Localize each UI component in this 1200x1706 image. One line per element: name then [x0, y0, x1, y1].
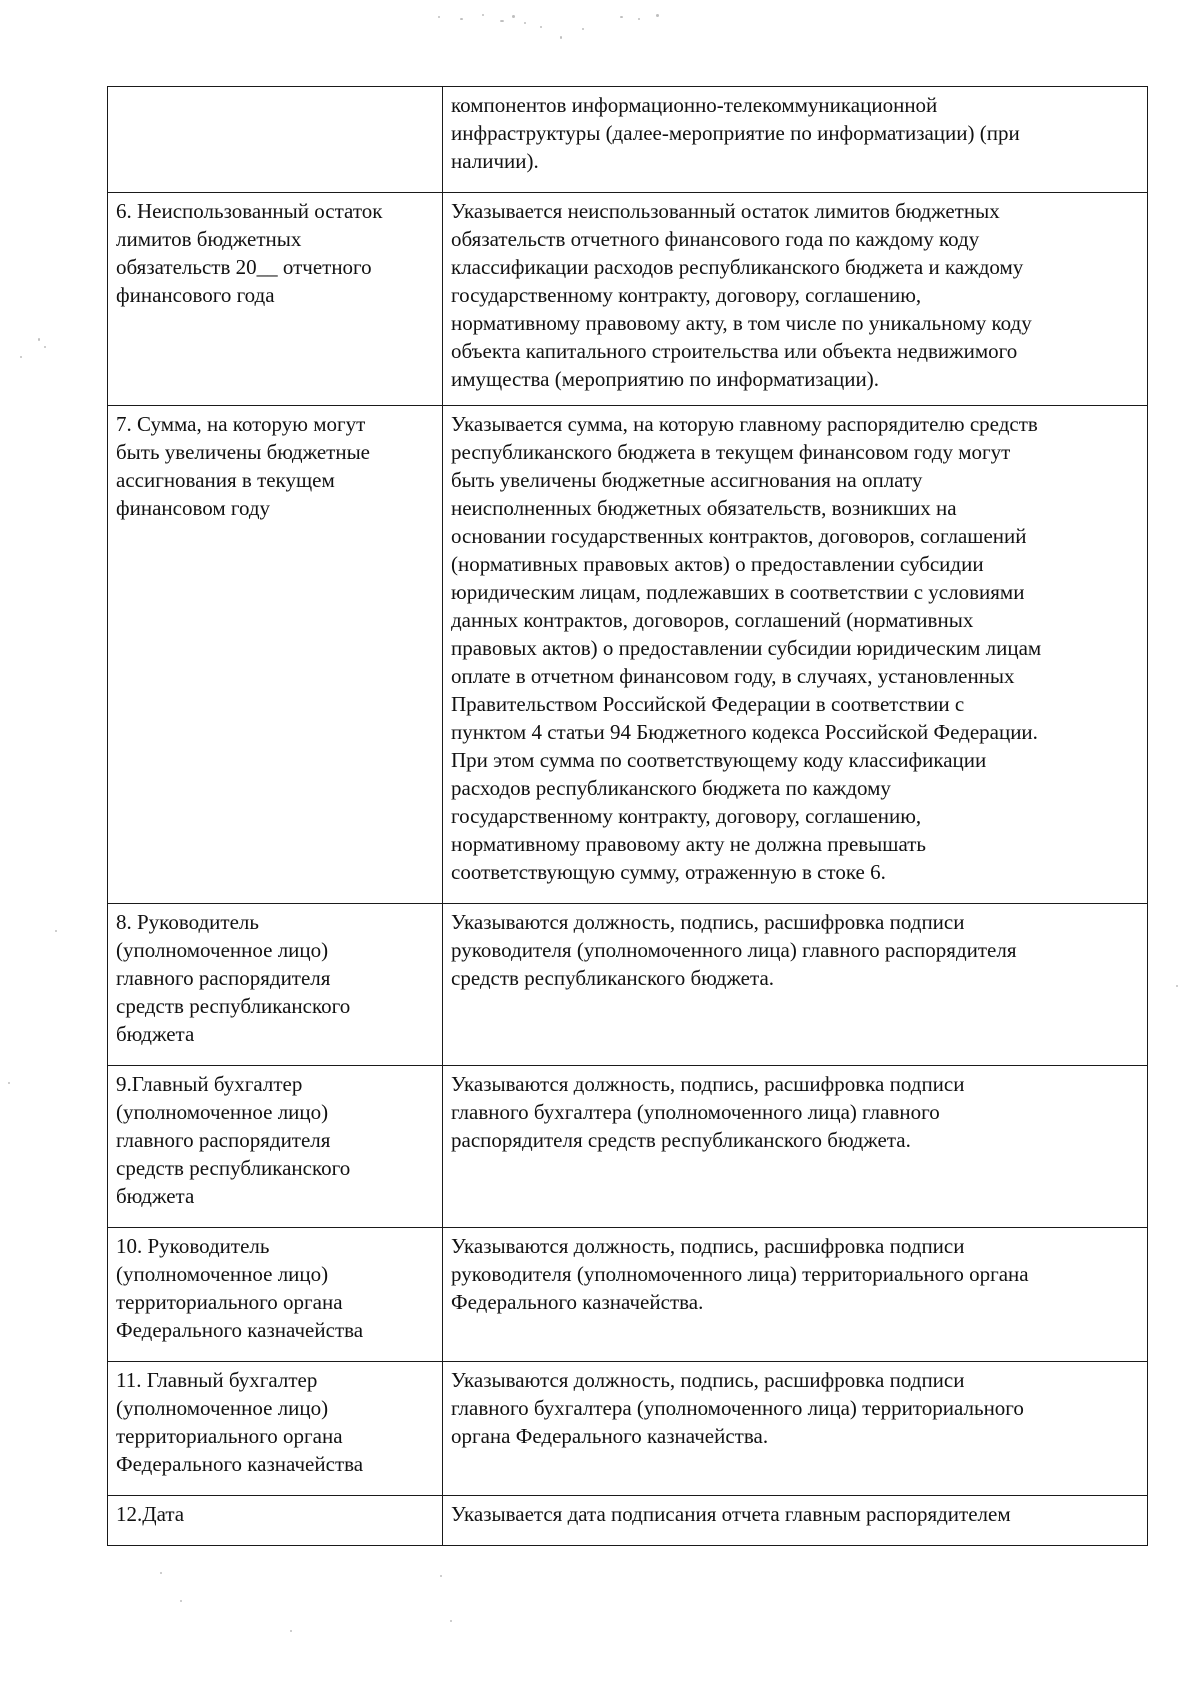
row-description: Указываются должность, подпись, расшифровка подписи руководителя (уполномоченного лица) территориального органа Федерального казначейства. — [451, 1234, 1029, 1314]
scan-noise — [420, 6, 720, 46]
row-label-cell — [108, 406, 443, 904]
row-description-cell — [443, 1228, 1148, 1362]
row-label: 10. Руководитель (уполномоченное лицо) территориального органа Федерального казначейства — [116, 1234, 364, 1342]
row-description-cell — [443, 1496, 1148, 1546]
table-row — [108, 87, 1148, 193]
table-row — [108, 406, 1148, 904]
row-label-cell — [108, 1066, 443, 1228]
row-description-cell — [443, 904, 1148, 1066]
row-description: Указывается неиспользованный остаток лимитов бюджетных обязательств отчетного финансового года по каждому коду классификации расходов республиканского бюджета и каждому государственному контракту, договору, соглашению, нормативному правовому акту, в том числе по уникальному коду объекта капитального строительства или объекта недвижимого имущества (мероприятию по информатизации). — [451, 199, 1032, 391]
row-description-cell — [443, 406, 1148, 904]
table-row — [108, 193, 1148, 406]
row-description-cell — [443, 87, 1148, 193]
row-description: Указывается сумма, на которую главному распорядителю средств республиканского бюджета в текущем финансовом году могут быть увеличены бюджетные ассигнования на оплату неисполненных бюджетных обязательств, возникших на основании государственных контрактов, договоров, соглашений (нормативных правовых актов) о предоставлении субсидии юридическим лицам, подлежавших в соответствии с условиями данных контрактов, договоров, соглашений (нормативных правовых актов) о предоставлении субсидии юридическим лицам оплате в отчетном финансовом году, в случаях, установленных Правительством Российской Федерации в соответствии с пунктом 4 статьи 94 Бюджетного кодекса Российской Федерации. При этом сумма по соответствующему коду классификации расходов республиканского бюджета по каждому государственному контракту, договору, соглашению, нормативному правовому акту не должна превышать соответствующую сумму, отраженную в стоке 6. — [451, 412, 1042, 884]
row-label: 12.Дата — [116, 1502, 185, 1526]
row-description: Указывается дата подписания отчета главным распорядителем — [451, 1502, 1011, 1526]
row-label-cell — [108, 87, 443, 193]
table-row — [108, 904, 1148, 1066]
row-description: Указываются должность, подпись, расшифровка подписи главного бухгалтера (уполномоченного лица) главного распорядителя средств республиканского бюджета. — [451, 1072, 965, 1152]
row-description: Указываются должность, подпись, расшифровка подписи главного бухгалтера (уполномоченного лица) территориального органа Федерального казначейства. — [451, 1368, 1024, 1448]
row-label: 11. Главный бухгалтер (уполномоченное лицо) территориального органа Федерального казначейства — [116, 1368, 364, 1476]
table-row — [108, 1496, 1148, 1546]
row-label: 7. Сумма, на которую могут быть увеличены бюджетные ассигнования в текущем финансовом году — [116, 412, 370, 520]
row-description-cell — [443, 1362, 1148, 1496]
row-label-cell — [108, 1362, 443, 1496]
row-label: 8. Руководитель (уполномоченное лицо) главного распорядителя средств республиканского бюджета — [116, 910, 351, 1046]
row-label: 9.Главный бухгалтер (уполномоченное лицо) главного распорядителя средств республиканского бюджета — [116, 1072, 351, 1208]
row-description: Указываются должность, подпись, расшифровка подписи руководителя (уполномоченного лица) главного распорядителя средств республиканского бюджета. — [451, 910, 1017, 990]
row-description-cell — [443, 193, 1148, 406]
table-row — [108, 1362, 1148, 1496]
table-row — [108, 1066, 1148, 1228]
row-label-cell — [108, 1228, 443, 1362]
row-label-cell — [108, 193, 443, 406]
row-description: компонентов информационно-телекоммуникационной инфраструктуры (далее-мероприятие по информатизации) (при наличии). — [451, 93, 1020, 173]
row-label-cell — [108, 1496, 443, 1546]
row-label-cell — [108, 904, 443, 1066]
instructions-table — [107, 86, 1148, 1546]
row-description-cell — [443, 1066, 1148, 1228]
row-label: 6. Неиспользованный остаток лимитов бюджетных обязательств 20__ отчетного финансового года — [116, 199, 383, 307]
table-row — [108, 1228, 1148, 1362]
